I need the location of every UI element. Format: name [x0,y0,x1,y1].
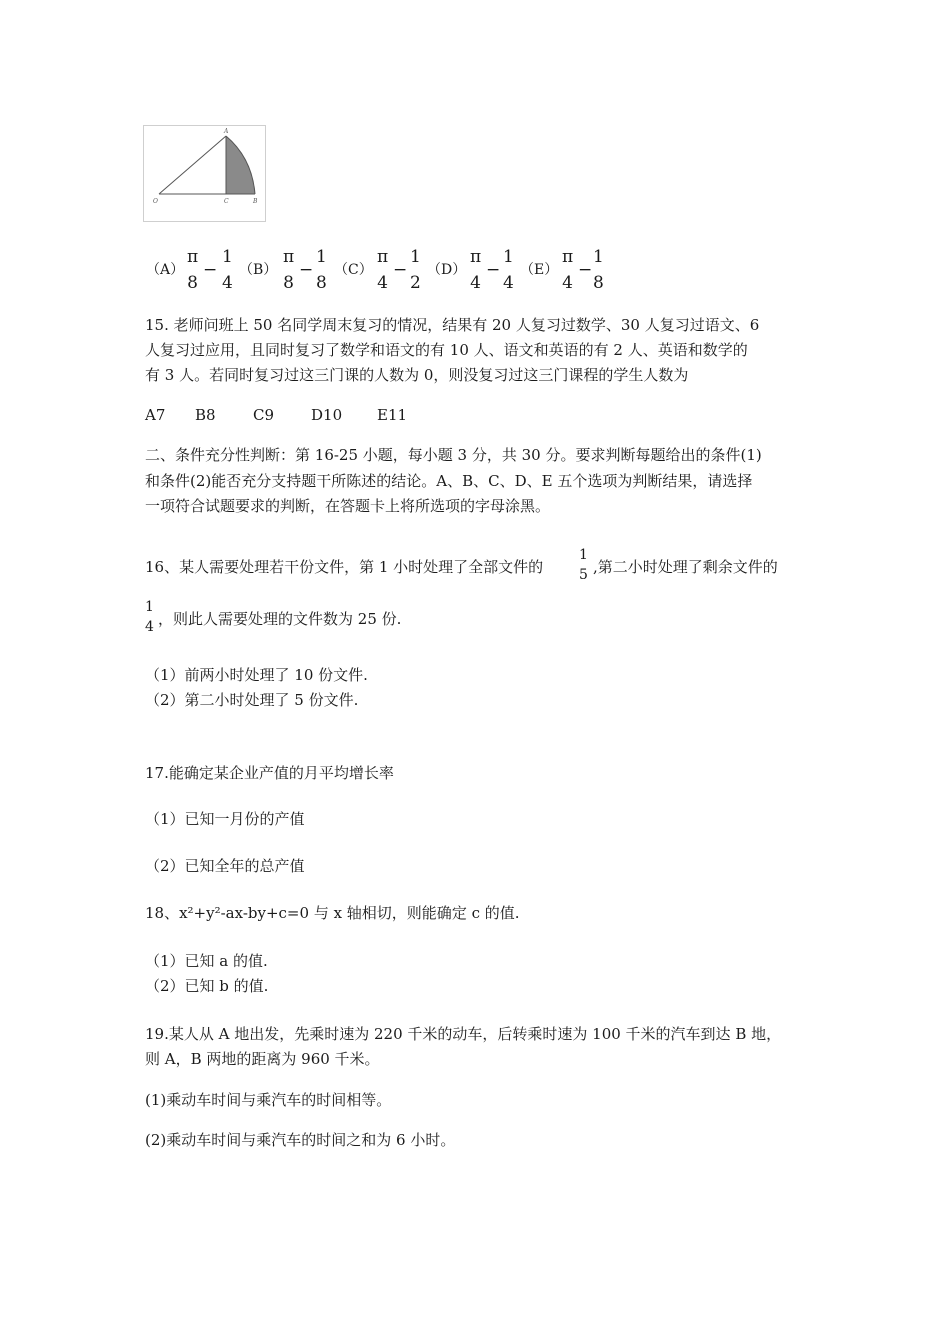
q15-line-1: 15. 老师问班上 50 名同学周末复习的情况，结果有 20 人复习过数学、30 人复习过语文、6 [145,316,760,334]
option-label: （B） [239,262,278,278]
q19-condition-2: (2)乘动车时间与乘汽车的时间之和为 6 小时。 [145,1131,456,1149]
fraction [316,249,327,292]
fraction [222,249,233,292]
q17-condition-2: （2）已知全年的总产值 [145,857,305,875]
q19-line-2: 则 A，B 两地的距离为 960 千米。 [145,1050,380,1068]
numerator: 1 [593,247,604,267]
denominator: 4 [145,619,154,635]
point-o-label: O [153,198,158,205]
point-b-label: B [253,198,258,205]
option-label: （E） [520,262,559,278]
q18-condition-1: （1）已知 a 的值. [145,952,268,970]
minus-sign: − [393,260,408,280]
sector-figure [143,125,266,222]
q15-option-c: C9 [253,406,275,424]
q16-stem-part-1: 16、某人需要处理若干份文件，第 1 小时处理了全部文件的 [145,558,544,576]
minus-sign: − [578,260,593,280]
section2-line-2: 和条件(2)能否充分支持题干所陈述的结论。A、B、C、D、E 五个选项为判断结果，请选择 [145,472,753,490]
fraction [410,249,421,292]
denominator: 8 [187,273,198,293]
minus-sign: − [486,260,501,280]
denominator: 4 [222,273,233,293]
q15-option-d: D10 [311,406,343,424]
point-c-label: C [224,198,229,205]
q16-stem-line-2: ，则此人需要处理的文件数为 25 份. [158,610,402,628]
q15-option-e: E11 [377,406,408,424]
numerator: π [470,247,482,267]
section2-line-1: 二、条件充分性判断：第 16-25 小题，每小题 3 分，共 30 分。要求判断每题给出的条件(1) [145,446,762,464]
shaded-region [226,136,255,194]
denominator: 5 [579,567,588,583]
q16-condition-2: （2）第二小时处理了 5 份文件. [145,691,359,709]
q15-option-a: A7 [145,406,166,424]
numerator: π [377,247,389,267]
q19-line-1: 19.某人从 A 地出发，先乘时速为 220 千米的动车，后转乘时速为 100 千米的汽车到达 B 地， [145,1025,782,1043]
q17-stem: 17.能确定某企业产值的月平均增长率 [145,764,394,782]
numerator: π [562,247,574,267]
minus-sign: − [203,260,218,280]
numerator: 1 [503,247,514,267]
numerator: π [187,247,199,267]
q18-condition-2: （2）已知 b 的值. [145,977,269,995]
denominator: 4 [377,273,388,293]
numerator: 1 [222,247,233,267]
numerator: π [283,247,295,267]
q17-condition-1: （1）已知一月份的产值 [145,810,305,828]
option-label: （D） [427,262,467,278]
denominator: 4 [503,273,514,293]
point-a-label: A [224,128,229,135]
radius-line [159,136,226,194]
section2-line-3: 一项符合试题要求的判断，在答题卡上将所选项的字母涂黑。 [145,497,551,515]
fraction [377,249,388,292]
numerator: 1 [316,247,327,267]
numerator: 1 [145,599,154,615]
q19-condition-1: (1)乘动车时间与乘汽车的时间相等。 [145,1091,392,1109]
q15-line-2: 人复习过应用，且同时复习了数学和语文的有 10 人、语文和英语的有 2 人、英语和数学的 [145,341,748,359]
minus-sign: − [299,260,314,280]
denominator: 8 [316,273,327,293]
numerator: 1 [579,547,588,563]
q16-stem-part-2: ,第二小时处理了剩余文件的 [593,558,778,576]
denominator: 8 [593,273,604,293]
q16-fraction-1 [579,548,588,582]
fraction [593,249,604,292]
fraction [562,249,573,292]
q18-stem: 18、x²+y²-ax-by+c=0 与 x 轴相切，则能确定 c 的值. [145,904,520,922]
denominator: 4 [470,273,481,293]
q15-line-3: 有 3 人。若同时复习过这三门课的人数为 0，则没复习过这三门课程的学生人数为 [145,366,689,384]
fraction [187,249,198,292]
option-label: （C） [334,262,373,278]
fraction [503,249,514,292]
denominator: 2 [410,273,421,293]
fraction [283,249,294,292]
sector-diagram [144,126,265,221]
q16-condition-1: （1）前两小时处理了 10 份文件. [145,666,368,684]
option-label: （A） [146,262,185,278]
q15-option-b: B8 [195,406,216,424]
denominator: 8 [283,273,294,293]
fraction [470,249,481,292]
numerator: 1 [410,247,421,267]
q16-fraction-2 [145,600,154,634]
denominator: 4 [562,273,573,293]
